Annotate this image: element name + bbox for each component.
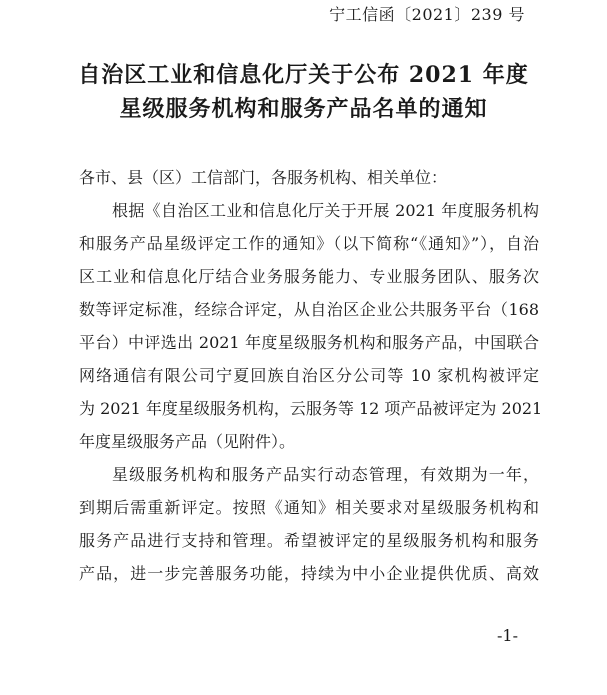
paragraph-line: 数等评定标准，经综合评定，从自治区企业公共服务平台（168	[79, 300, 539, 319]
page-number: -1-	[497, 626, 518, 645]
paragraph-line: 平台）中评选出 2021 年度星级服务机构和服务产品，中国联合	[79, 333, 539, 352]
paragraph-line: 到期后需重新评定。按照《通知》相关要求对星级服务机构和	[79, 498, 539, 517]
paragraph-line: 星级服务机构和服务产品实行动态管理，有效期为一年，	[112, 465, 539, 484]
title-line-2: 星级服务机构和服务产品名单的通知	[119, 96, 488, 122]
document-number: 宁工信函〔2021〕239 号	[329, 5, 525, 24]
paragraph-line: 产品，进一步完善服务功能，持续为中小企业提供优质、高效	[79, 564, 539, 583]
paragraph-line: 服务产品进行支持和管理。希望被评定的星级服务机构和服务	[79, 531, 539, 550]
paragraph-line: 根据《自治区工业和信息化厅关于开展 2021 年度服务机构	[112, 201, 539, 220]
title-line-1: 自治区工业和信息化厅关于公布 2021 年度	[78, 62, 529, 88]
paragraph-line: 为 2021 年度星级服务机构，云服务等 12 项产品被评定为 2021	[79, 399, 543, 418]
paragraph-line: 和服务产品星级评定工作的通知》（以下简称“《通知》”），自治	[79, 234, 539, 253]
paragraph-line: 年度星级服务产品（见附件）。	[79, 432, 296, 451]
paragraph-line: 区工业和信息化厅结合业务服务能力、专业服务团队、服务次	[79, 267, 539, 286]
salutation: 各市、县（区）工信部门，各服务机构、相关单位：	[79, 168, 448, 187]
paragraph-line: 网络通信有限公司宁夏回族自治区分公司等 10 家机构被评定	[79, 366, 539, 385]
